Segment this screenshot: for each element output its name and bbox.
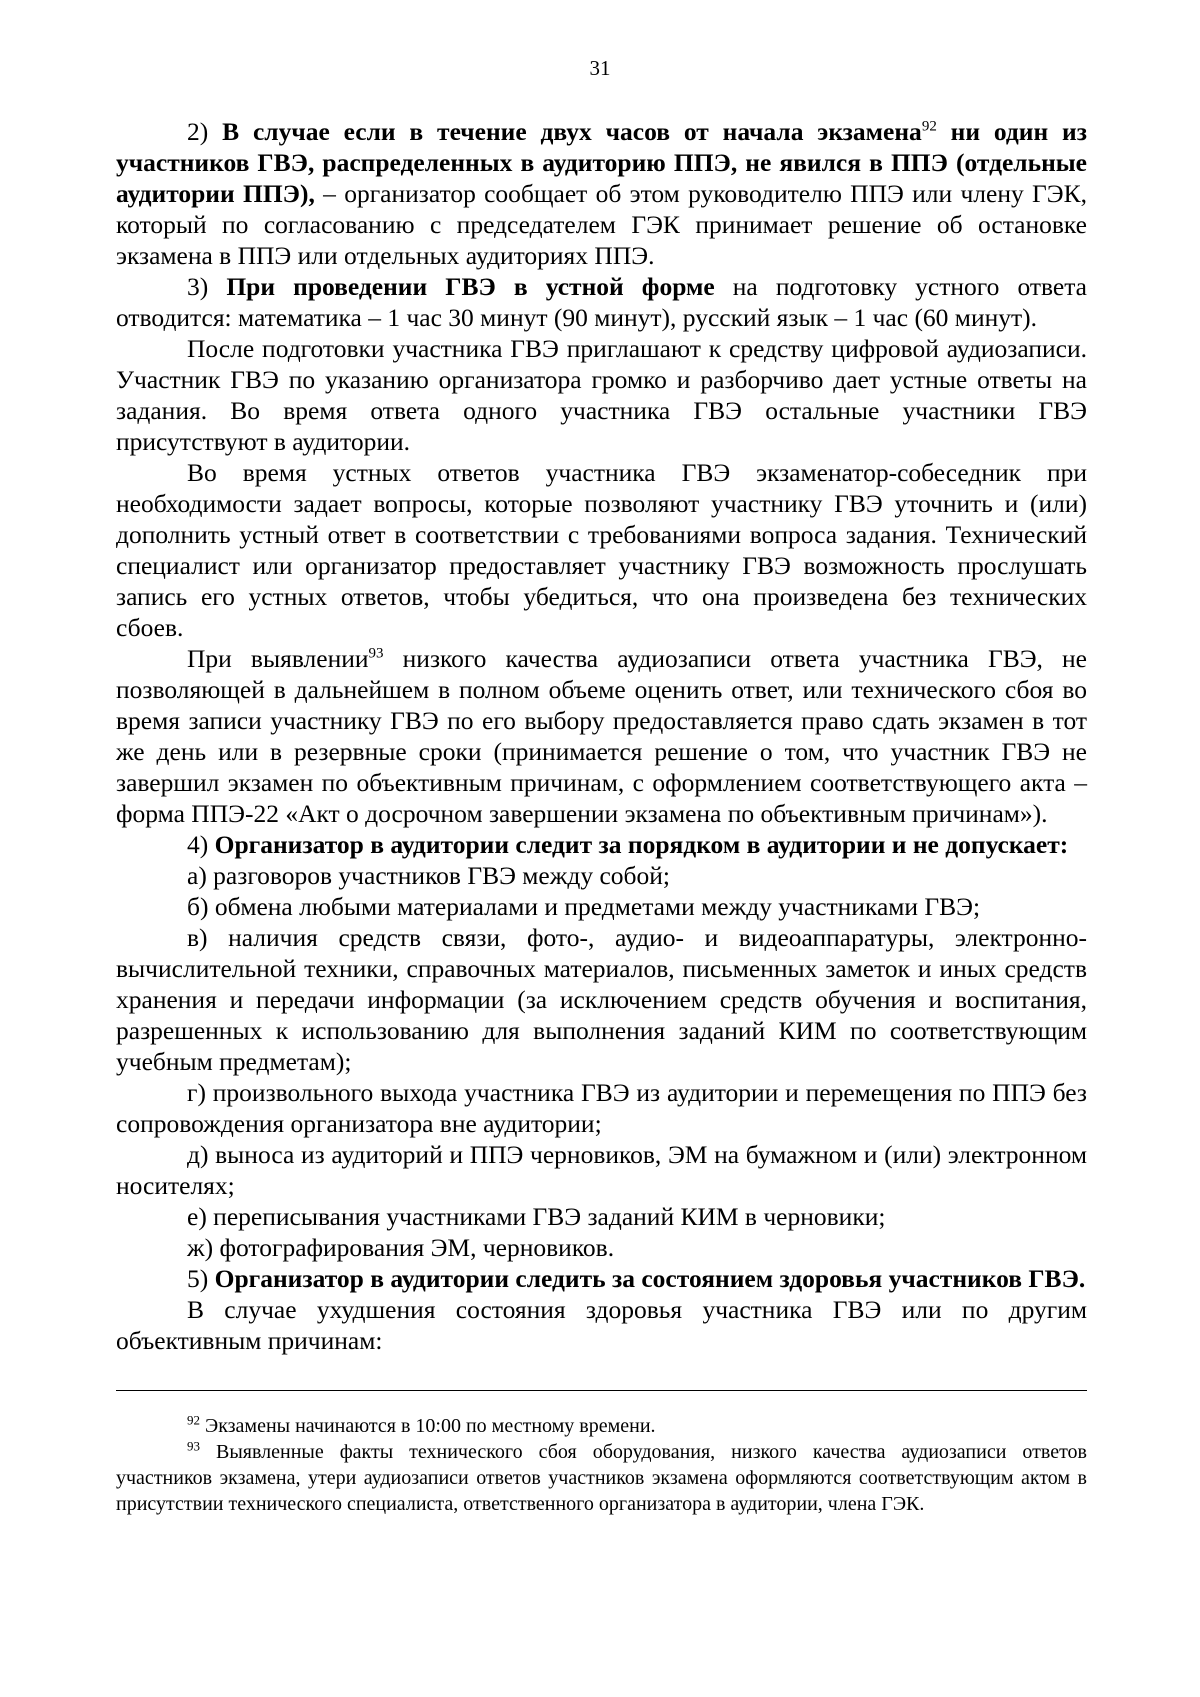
list-item: б) обмена любыми материалами и предметами между участниками ГВЭ; <box>187 892 981 921</box>
page-number: 31 <box>589 56 611 80</box>
paragraph-text: При выявлении <box>187 644 369 673</box>
paragraph-5 <box>116 1263 1087 1294</box>
bold-text: В случае если в течение двух часов от начала экзамена <box>222 117 922 146</box>
footnote-text: Экзамены начинаются в 10:00 по местному времени. <box>200 1415 656 1437</box>
paragraph-oral-prep: После подготовки участника ГВЭ приглашают к средству цифровой аудиозаписи. Участник ГВЭ по указанию организатора громко и разборчиво дает устные ответы на задания. Во время ответа одного участника ГВЭ остальные участники ГВЭ присутствуют в аудитории. <box>116 334 1087 456</box>
paragraph-2 <box>116 116 1087 271</box>
list-item: а) разговоров участников ГВЭ между собой; <box>187 861 670 890</box>
list-item: д) выноса из аудиторий и ППЭ черновиков, ЭМ на бумажном и (или) электронном носителях; <box>116 1140 1087 1200</box>
footnote-ref-92[interactable]: 92 <box>921 118 937 135</box>
item-number: 5) <box>187 1264 215 1293</box>
footnote-92 <box>116 1413 1087 1439</box>
paragraph-4 <box>116 829 1087 860</box>
footnote-93 <box>116 1439 1087 1517</box>
paragraph-audio-failure <box>116 643 1087 829</box>
footnote-text: Выявленные факты технического сбоя оборудования, низкого качества аудиозаписи ответов участников экзамена, утери аудиозаписи ответов участников экзамена оформляются соответствующим актом в присутствии технического специалиста, ответственного организатора в аудитории, члена ГЭК. <box>116 1441 1087 1515</box>
item-number: 2) <box>187 117 223 146</box>
list-item: е) переписывания участниками ГВЭ заданий КИМ в черновики; <box>187 1202 886 1231</box>
footnote-mark: 93 <box>187 1438 200 1454</box>
footnote-divider <box>116 1390 1087 1391</box>
list-item: в) наличия средств связи, фото-, аудио- и видеоаппаратуры, электронно-вычислительной техники, справочных материалов, письменных заметок и иных средств хранения и передачи информации (за исключением средств обучения и воспитания, разрешенных к использованию для выполнения заданий КИМ по соответствующим учебным предметам); <box>116 923 1087 1076</box>
footnotes <box>116 1413 1087 1517</box>
paragraph-health: В случае ухудшения состояния здоровья участника ГВЭ или по другим объективным причинам: <box>116 1295 1087 1355</box>
item-number: 4) <box>187 830 215 859</box>
paragraph-text: на подготовку устного ответа отводится: математика – 1 час 30 минут (90 минут), русский язык – 1 час (60 минут). <box>116 272 1087 332</box>
bold-text: При проведении ГВЭ в устной форме <box>226 272 715 301</box>
bold-text: ни один из участников ГВЭ, распределенных в аудиторию ППЭ, не явился в ППЭ (отдельные аудитории ППЭ), <box>116 117 1087 208</box>
paragraph-text: низкого качества аудиозаписи ответа участника ГВЭ, не позволяющей в дальнейшем в полном объеме оценить ответ, или технического сбоя во время записи участнику ГВЭ по его выбору предоставляется право сдать экзамен в тот же день или в резервные сроки (принимается решение о том, что участник ГВЭ не завершил экзамен по объективным причинам, с оформлением соответствующего акта – форма ППЭ-22 «Акт о досрочном завершении экзамена по объективным причинам»). <box>116 644 1087 828</box>
paragraph-text: – организатор сообщает об этом руководителю ППЭ или члену ГЭК, который по согласованию с председателем ГЭК принимает решение об остановке экзамена в ППЭ или отдельных аудиториях ППЭ. <box>116 179 1087 270</box>
list-item: г) произвольного выхода участника ГВЭ из аудитории и перемещения по ППЭ без сопровождения организатора вне аудитории; <box>116 1078 1087 1138</box>
bold-text: Организатор в аудитории следить за состоянием здоровья участников ГВЭ. <box>214 1264 1086 1293</box>
body-text <box>116 116 1087 1356</box>
list-item: ж) фотографирования ЭМ, черновиков. <box>187 1233 615 1262</box>
bold-text: Организатор в аудитории следит за порядком в аудитории и не допускает: <box>214 830 1069 859</box>
footnote-ref-93[interactable]: 93 <box>368 645 384 662</box>
paragraph-3 <box>116 271 1087 333</box>
item-number: 3) <box>187 272 227 301</box>
paragraph-oral-answers: Во время устных ответов участника ГВЭ экзаменатор-собеседник при необходимости задает вопросы, которые позволяют участнику ГВЭ уточнить и (или) дополнить устный ответ в соответствии с требованиями вопроса задания. Технический специалист или организатор предоставляет участнику ГВЭ возможность прослушать запись его устных ответов, чтобы убедиться, что она произведена без технических сбоев. <box>116 458 1087 642</box>
footnote-mark: 92 <box>187 1412 200 1428</box>
